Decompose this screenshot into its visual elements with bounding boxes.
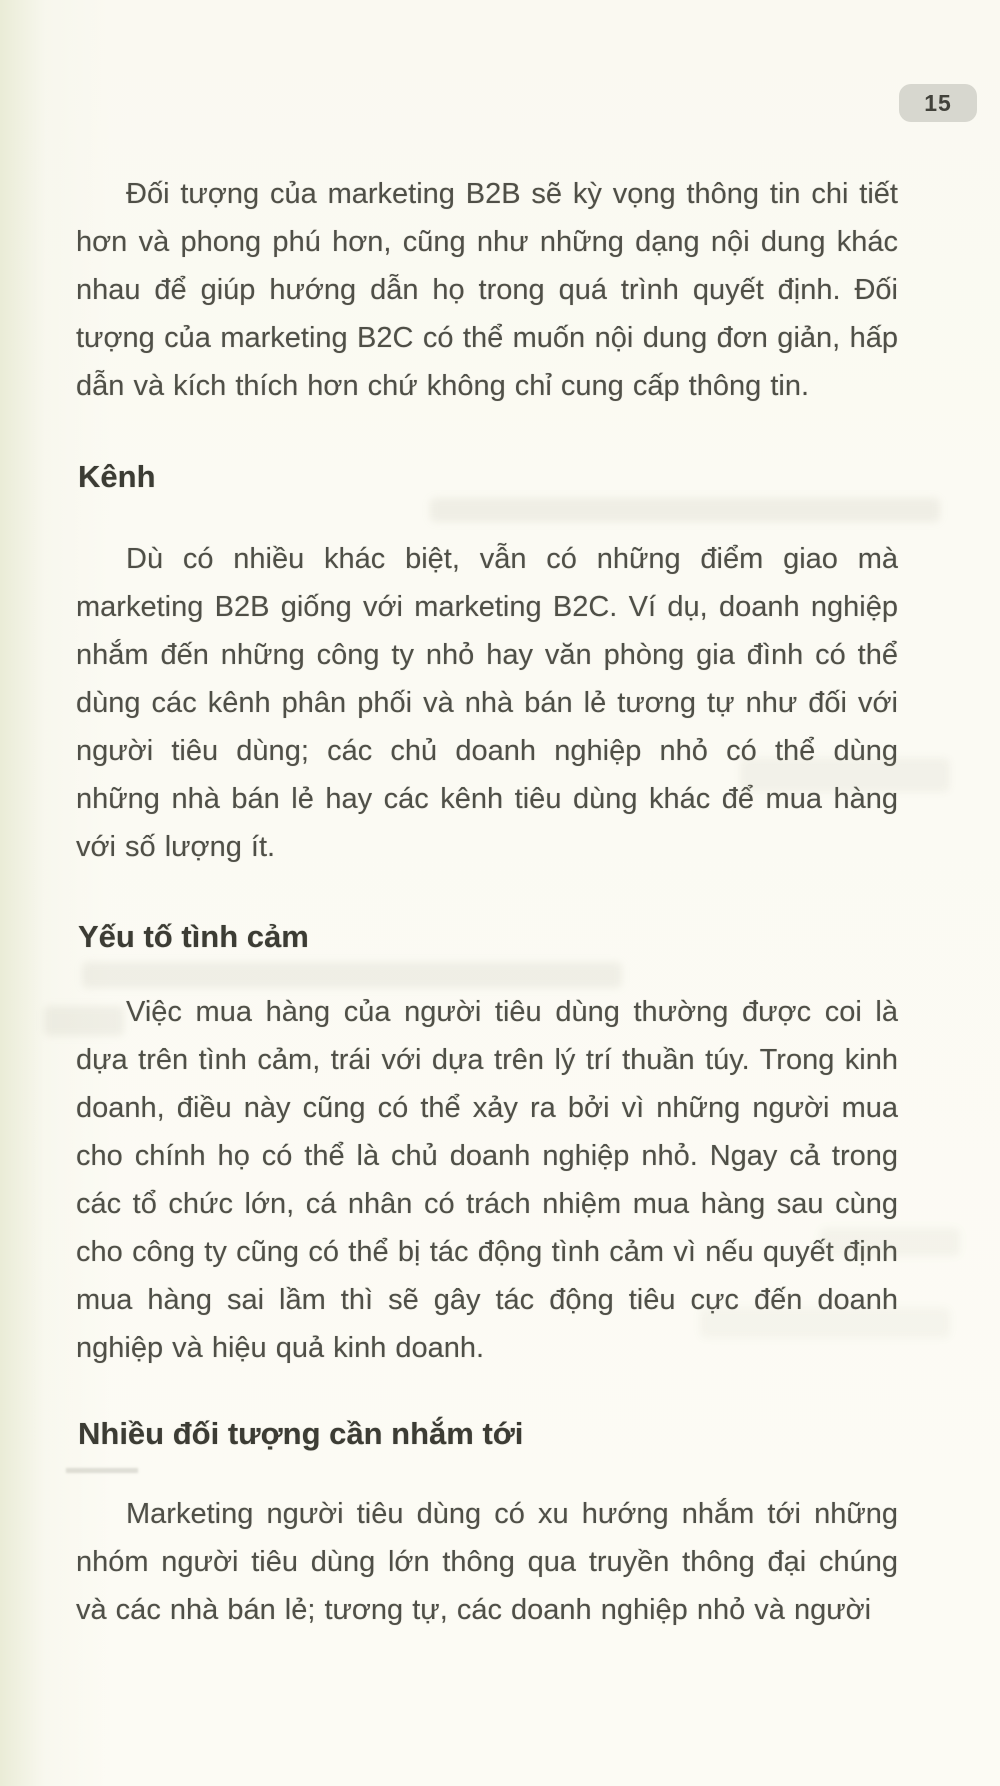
scan-showthrough-artifact bbox=[82, 962, 622, 988]
paragraph-b2b-expectations: Đối tượng của marketing B2B sẽ kỳ vọng thông tin chi tiết hơn và phong phú hơn, cũng như những dạng nội dung khác nhau để giúp hướng dẫn họ trong quá trình quyết định. Đối tượng của marketing B2C có thể muốn nội dung đơn giản, hấp dẫn và kích thích hơn chứ không chỉ cung cấp thông tin. bbox=[76, 178, 898, 402]
section-heading-yeu-to-tinh-cam: Yếu tố tình cảm bbox=[78, 919, 309, 954]
paragraph-emotional-factor: Việc mua hàng của người tiêu dùng thường được coi là dựa trên tình cảm, trái với dựa trên lý trí thuần túy. Trong kinh doanh, điều này cũng có thể xảy ra bởi vì những người mua cho chính họ có thể là chủ doanh nghiệp nhỏ. Ngay cả trong các tổ chức lớn, cá nhân có trách nhiệm mua hàng sau cùng cho công ty cũng có thể bị tác động tình cảm vì nếu quyết định mua hàng sai lầm thì sẽ gây tác động tiêu cực đến doanh nghiệp và hiệu quả kinh doanh. bbox=[76, 996, 898, 1364]
paragraph-multiple-targets: Marketing người tiêu dùng có xu hướng nhắm tới những nhóm người tiêu dùng lớn thông qua truyền thông đại chúng và các nhà bán lẻ; tương tự, các doanh nghiệp nhỏ và người bbox=[76, 1498, 898, 1626]
page-number: 15 bbox=[924, 89, 952, 116]
scan-line-artifact bbox=[66, 1468, 138, 1473]
section-heading-kenh: Kênh bbox=[78, 459, 156, 494]
page-number-badge bbox=[899, 84, 977, 122]
scan-showthrough-artifact bbox=[430, 498, 940, 522]
paragraph-channels: Dù có nhiều khác biệt, vẫn có những điểm giao mà marketing B2B giống với marketing B2C. Ví dụ, doanh nghiệp nhắm đến những công ty nhỏ hay văn phòng gia đình có thể dùng các kênh phân phối và nhà bán lẻ tương tự như đối với người tiêu dùng; các chủ doanh nghiệp nhỏ có thể dùng những nhà bán lẻ hay các kênh tiêu dùng khác để mua hàng với số lượng ít. bbox=[76, 543, 898, 863]
section-heading-nhieu-doi-tuong: Nhiều đối tượng cần nhắm tới bbox=[78, 1416, 524, 1451]
